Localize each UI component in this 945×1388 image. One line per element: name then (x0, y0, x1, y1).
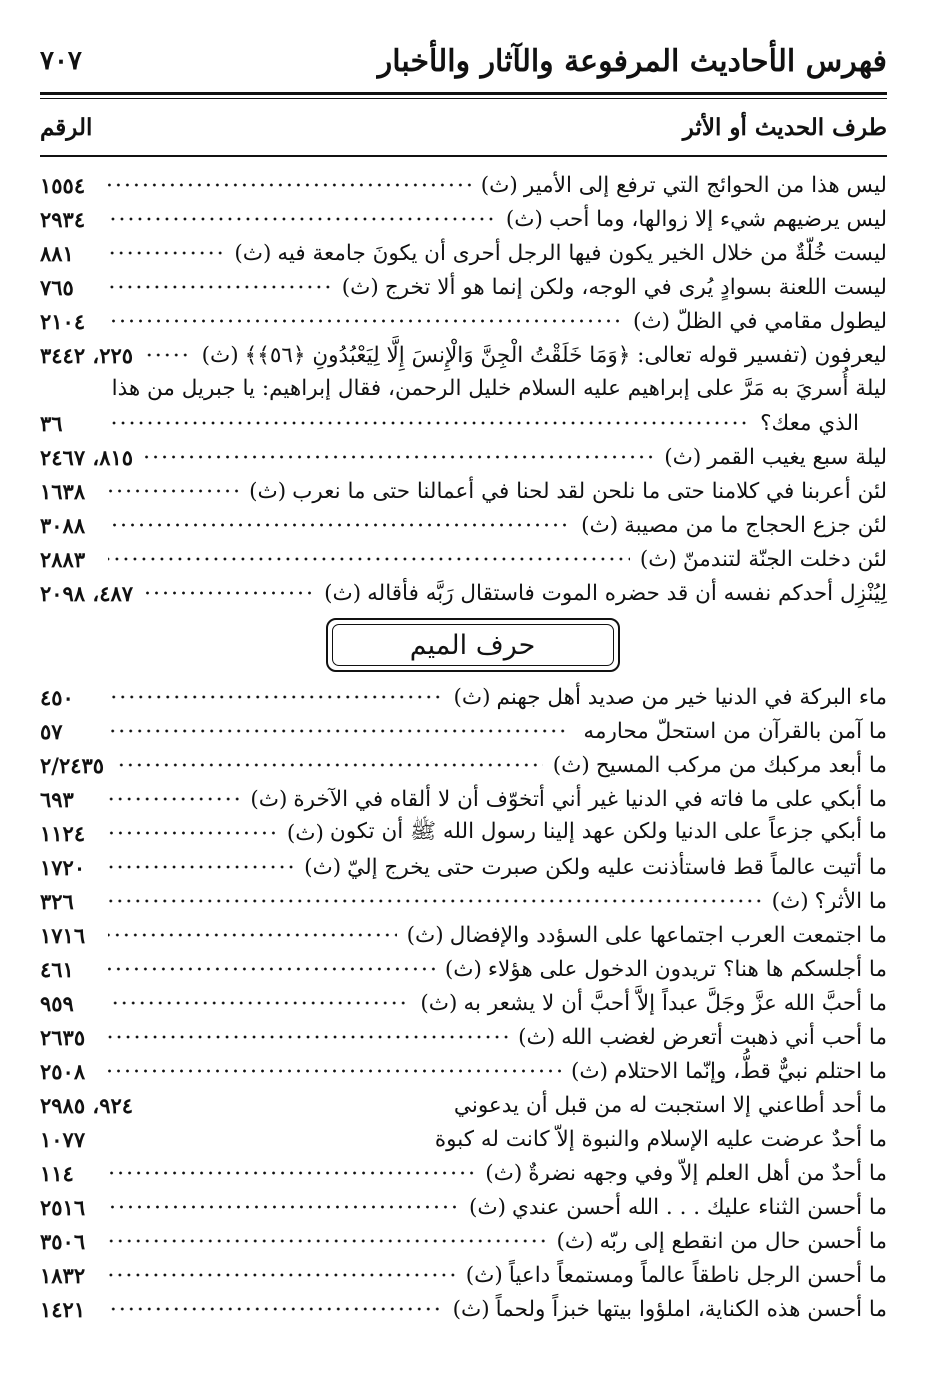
column-header-text: طرف الحديث أو الأثر (682, 113, 887, 141)
entry-marker: (ث) (664, 444, 702, 470)
entry-number: ١١٤ (40, 1160, 74, 1186)
entry-number: ١٠٧٧ (40, 1126, 86, 1152)
entry-marker: (ث) (324, 580, 362, 606)
entry-marker: (ث) (249, 478, 287, 504)
entry-text: ما آمن بالقرآن من استحلّ محارمه (583, 718, 887, 744)
leader-dots (108, 1068, 561, 1074)
leader-dots (108, 488, 239, 494)
entry-number: ٨٨١ (40, 240, 74, 266)
leader-dots (108, 1204, 459, 1210)
leader-dots (108, 796, 240, 802)
entry-number: ١٦٣٨ (40, 478, 86, 504)
leader-dots (108, 1170, 475, 1176)
entry-marker: (ث) (465, 1262, 503, 1288)
entry-text: ليست اللعنة بسوادٍ يُرى في الوجه، ولكن إنما هو ألا تخرج (384, 274, 887, 300)
leader-dots (108, 522, 571, 528)
leader-dots (108, 694, 444, 700)
index-entry (40, 952, 887, 986)
entry-number: ١٧١٦ (40, 922, 86, 948)
entry-marker: (ث) (201, 342, 239, 368)
index-entry (40, 576, 887, 610)
leader-dots (108, 1238, 546, 1244)
entry-number: ٩٢٤، ٢٩٨٥ (40, 1092, 134, 1118)
entry-text: ما احتلم نبيٌّ قطُّ، وإنّما الاحتلام (614, 1058, 887, 1084)
entry-text-line1: ليلة أُسريَ به مَرَّ على إبراهيم عليه السلام خليل الرحمن، فقال إبراهيم: يا جبريل من هذا (111, 376, 887, 401)
entry-text: ما أحسن الثناء عليك . . . الله أحسن عندي (511, 1194, 887, 1220)
entry-marker: (ث) (771, 888, 809, 914)
leader-dots (108, 250, 224, 256)
entry-marker: (ث) (485, 1160, 523, 1186)
leader-dots (114, 762, 543, 768)
entry-number: ٢٩٣٤ (40, 206, 86, 232)
index-entry (40, 782, 887, 816)
index-entry (40, 680, 887, 714)
entry-number: ١٨٣٢ (40, 1262, 86, 1288)
entry-text: ماء البركة في الدنيا خير من صديد أهل جهنم (496, 684, 887, 710)
entry-text: ما أحب أني ذهبت أتعرض لغضب الله (561, 1024, 887, 1050)
index-entry (40, 1156, 887, 1190)
entry-marker: (ث) (581, 512, 619, 538)
entry-number: ٦٩٣ (40, 786, 74, 812)
entry-text: ما الأثر؟ (814, 888, 887, 914)
entry-text: لئن أعربنا في كلامنا حتى ما نلحن لقد لحنا في أعمالنا حتى ما نعرب (292, 478, 887, 504)
entry-marker: (ث) (250, 786, 288, 812)
leader-dots (108, 728, 567, 734)
column-header-rule (40, 155, 887, 157)
entry-text: ليطول مقامي في الظلّ (676, 308, 887, 334)
entry-text: لئن جزع الحجاج ما من مصيبة (624, 512, 887, 538)
entry-number: ٤٦١ (40, 956, 74, 982)
entry-text: ما أبكي جزعاً على الدنيا ولكن عهد إلينا رسول الله ﷺ أن تكون (329, 818, 887, 844)
index-entry (40, 304, 887, 338)
entry-number: ١٧٢٠ (40, 854, 86, 880)
entry-marker: (ث) (571, 1058, 609, 1084)
entry-text: ما أجلسكم ها هنا؟ تريدون الدخول على هؤلاء (487, 956, 887, 982)
index-entry (40, 338, 887, 372)
entry-number: ٤٨٧، ٢٠٩٨ (40, 580, 134, 606)
leader-dots (108, 1136, 419, 1142)
leader-dots (108, 830, 277, 836)
entry-number: ٢١٠٤ (40, 308, 86, 334)
entry-number: ١١٢٤ (40, 820, 86, 846)
index-entry (40, 1292, 887, 1326)
leader-dots (108, 556, 630, 562)
index-entry (40, 816, 887, 850)
leader-dots (143, 454, 654, 460)
entry-text: ليعرفون (تفسير قوله تعالى: ﴿وَمَا خَلَقْتُ الْجِنَّ وَالْإِنسَ إِلَّا لِيَعْبُدُونِ ﴿٥٦﴾﴾ (244, 342, 887, 368)
index-entry (40, 1224, 887, 1258)
entry-text: ما أبكي على ما فاته في الدنيا غير أني أتخوّف أن لا ألقاه في الآخرة (293, 786, 887, 812)
index-entry (40, 542, 887, 576)
entry-marker: (ث) (552, 752, 590, 778)
entry-marker: (ث) (234, 240, 272, 266)
entry-text: ما اجتمعت العرب اجتماعها على السؤدد والإفضال (449, 922, 887, 948)
entry-text: ما أحد أطاعني إلا استجبت له من قبل أن يدعوني (453, 1092, 887, 1118)
entry-marker: (ث) (480, 172, 518, 198)
entry-text: لئن دخلت الجنّة لتندمنّ (682, 546, 887, 572)
index-entry (40, 1190, 887, 1224)
index-entry (40, 714, 887, 748)
entry-marker: (ث) (444, 956, 482, 982)
entry-marker: (ث) (452, 1296, 490, 1322)
entry-marker: (ث) (286, 820, 324, 846)
leader-dots (108, 182, 471, 188)
entry-marker: (ث) (518, 1024, 556, 1050)
entry-marker: (ث) (468, 1194, 506, 1220)
index-entry (40, 1020, 887, 1054)
index-entry (40, 986, 887, 1020)
entry-text: ليست خُلّةٌ من خلال الخير يكون فيها الرجل أحرى أن يكونَ جامعة فيه (277, 240, 887, 266)
header-rule-thin (40, 98, 887, 99)
entry-text: لِيُنْزِل أحدكم نفسه أن قد حضره الموت فاستقال رَبَّه فأقاله (367, 580, 887, 606)
index-list-mim (40, 680, 887, 1326)
entry-text: ما أحدٌ من أهل العلم إلاّ وفي وجهه نضرةٌ (528, 1160, 887, 1186)
entry-marker: (ث) (505, 206, 543, 232)
entry-text: ما أحسن هذه الكناية، املؤوا بيتها خبزاً ولحماً (495, 1296, 887, 1322)
index-entry (40, 1088, 887, 1122)
entry-text: ليس هذا من الحوائج التي ترفع إلى الأمير (523, 172, 887, 198)
entry-text: ليلة سبع يغيب القمر (707, 444, 887, 470)
index-list-lam (40, 168, 887, 610)
leader-dots (108, 318, 623, 324)
entry-text: ما أحدٌ عرضت عليه الإسلام والنبوة إلاّ كانت له كبوة (434, 1126, 887, 1152)
leader-dots (143, 1102, 438, 1108)
index-entry (40, 202, 887, 236)
entry-marker: (ث) (639, 546, 677, 572)
entry-number: ١٥٥٤ (40, 172, 86, 198)
entry-text: ليس يرضيهم شيء إلا زوالها، وما أحب (548, 206, 887, 232)
entry-number: ٧٦٥ (40, 274, 74, 300)
section-heading-frame (326, 618, 620, 672)
index-entry (40, 1054, 887, 1088)
leader-dots (108, 1272, 456, 1278)
index-entry (40, 508, 887, 542)
entry-number: ٢/٢٤٣٥ (40, 752, 105, 778)
entry-marker: (ث) (633, 308, 671, 334)
leader-dots (108, 1000, 410, 1006)
entry-text-line2-row (40, 406, 887, 440)
leader-dots (108, 966, 435, 972)
entry-marker: (ث) (420, 990, 458, 1016)
leader-dots (108, 864, 294, 870)
index-entry (40, 884, 887, 918)
entry-number: ٣٥٠٦ (40, 1228, 86, 1254)
entry-number: ٣٦ (40, 410, 63, 436)
entry-number: ٩٥٩ (40, 990, 74, 1016)
leader-dots (108, 1034, 508, 1040)
running-title: فهرس الأحاديث المرفوعة والآثار والأخبار (377, 43, 887, 79)
leader-dots (108, 898, 762, 904)
entry-number: ٤٥٠ (40, 684, 74, 710)
page-number: ٧٠٧ (40, 46, 82, 76)
entry-number: ٥٧ (40, 718, 63, 744)
entry-number: ٢٦٣٥ (40, 1024, 86, 1050)
leader-dots (108, 284, 332, 290)
entry-number: ٣٠٨٨ (40, 512, 86, 538)
entry-number: ١٤٢١ (40, 1296, 86, 1322)
entry-number: ٢٥٠٨ (40, 1058, 86, 1084)
index-entry (40, 1122, 887, 1156)
entry-text: ما أحسن حال من انقطع إلى ربّه (599, 1228, 887, 1254)
entry-text: ما أبعد مركبك من مركب المسيح (595, 752, 887, 778)
entry-text: ما أحسن الرجل ناطقاً عالماً ومستمعاً داعياً (508, 1262, 887, 1288)
entry-number: ٨١٥، ٢٤٦٧ (40, 444, 134, 470)
header-rule-thick (40, 92, 887, 95)
entry-text: ما أحبَّ الله عزَّ وجَلَّ عبداً إلاَّ أحبَّ أن لا يشعر به (463, 990, 887, 1016)
entry-marker: (ث) (304, 854, 342, 880)
index-entry (40, 850, 887, 884)
entry-marker: (ث) (556, 1228, 594, 1254)
page-header (40, 38, 887, 84)
index-entry (40, 440, 887, 474)
column-header-number: الرقم (40, 113, 93, 141)
index-entry (40, 474, 887, 508)
entry-number: ٢٨٨٣ (40, 546, 86, 572)
index-entry (40, 168, 887, 202)
entry-number: ٣٢٦ (40, 888, 74, 914)
leader-dots (143, 352, 192, 358)
entry-marker: (ث) (406, 922, 444, 948)
leader-dots (108, 216, 496, 222)
index-entry-multiline (40, 372, 887, 440)
entry-marker: (ث) (341, 274, 379, 300)
leader-dots (108, 932, 397, 938)
index-entry (40, 918, 887, 952)
section-heading: حرف الميم (409, 629, 536, 661)
entry-number: ٢٥١٦ (40, 1194, 86, 1220)
entry-marker: (ث) (453, 684, 491, 710)
index-entry (40, 1258, 887, 1292)
column-headers (40, 110, 887, 144)
entry-number: ٢٢٥، ٣٤٤٢ (40, 342, 134, 368)
leader-dots (143, 590, 314, 596)
leader-dots (108, 420, 750, 426)
section-heading-wrap (0, 618, 945, 680)
index-entry (40, 236, 887, 270)
index-entry (40, 270, 887, 304)
entry-text-line2: الذي معك؟ (760, 410, 859, 436)
entry-text: ما أتيت عالماً قط فاستأذنت عليه ولكن صبرت حتى يخرج إليّ (347, 854, 887, 880)
leader-dots (108, 1306, 443, 1312)
index-entry (40, 748, 887, 782)
